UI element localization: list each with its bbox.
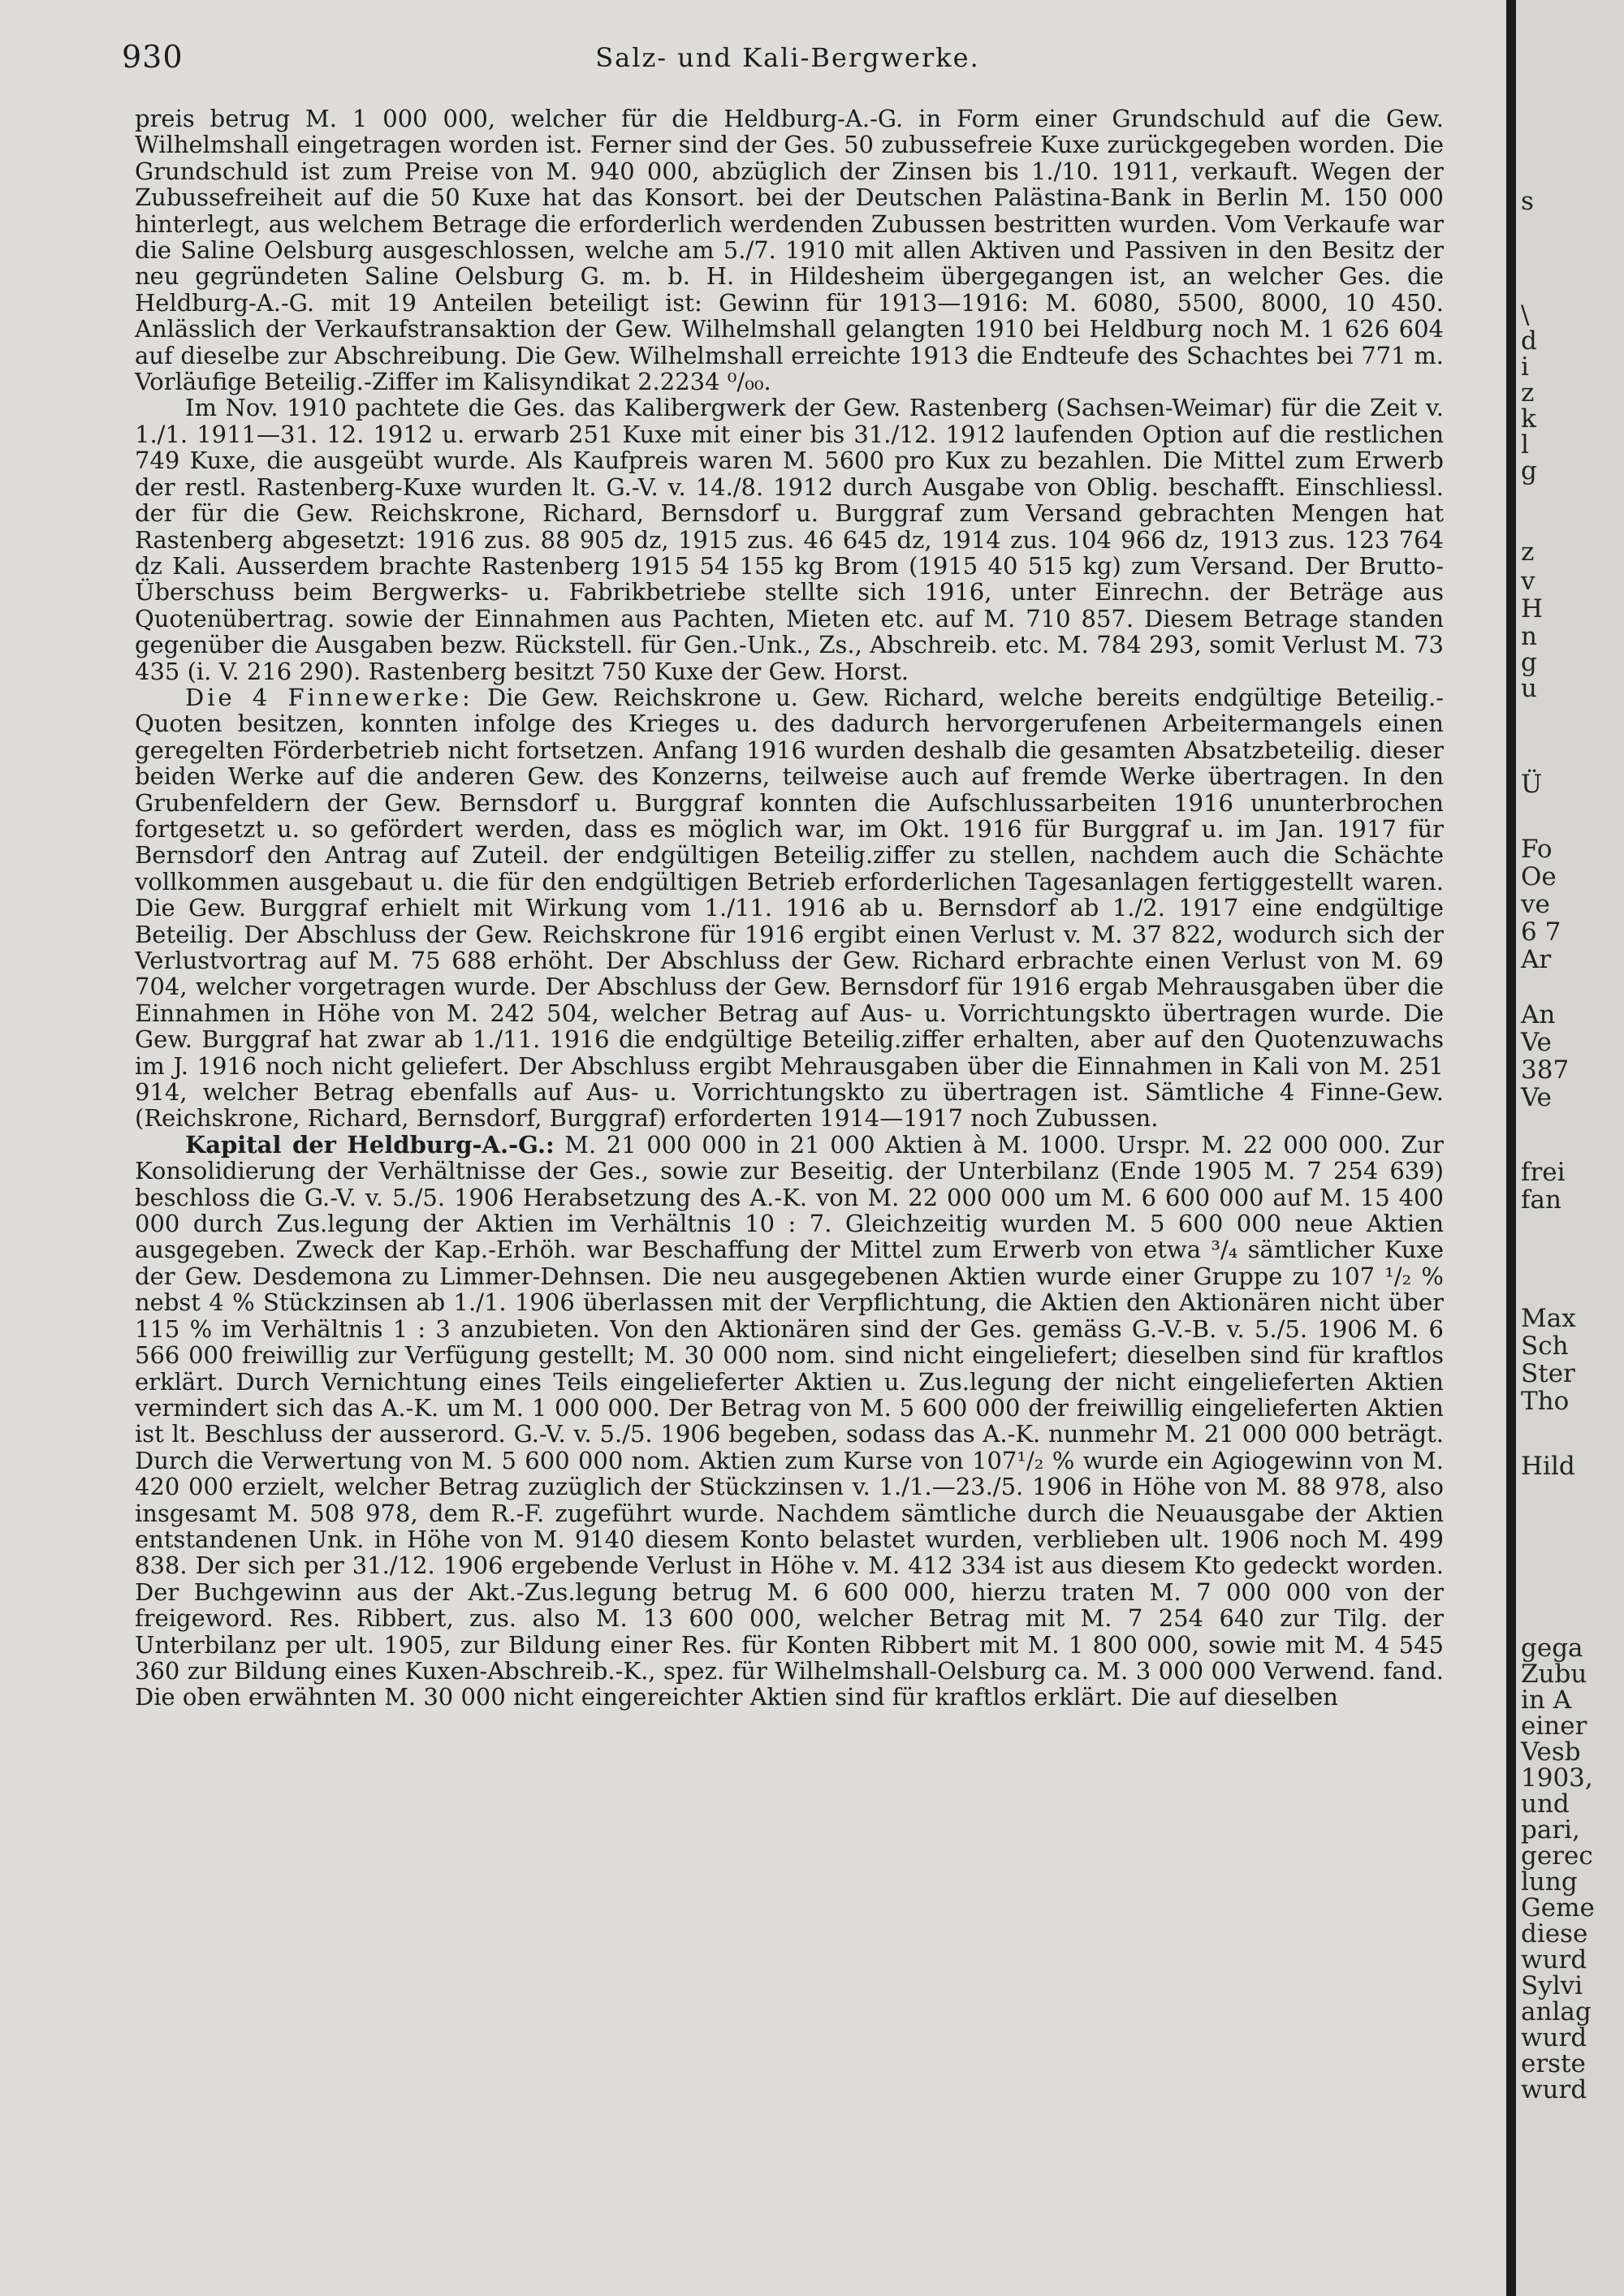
book-page-right-edge — [1516, 0, 1624, 2296]
fragment: Ve — [1521, 1083, 1552, 1112]
fragment: 387 — [1521, 1055, 1570, 1085]
fragment: Tho — [1521, 1387, 1570, 1416]
fragment: in A — [1521, 1685, 1572, 1715]
fragment: ve — [1521, 890, 1550, 919]
fragment: lung — [1521, 1867, 1578, 1897]
book-gutter-shadow — [1506, 0, 1516, 2296]
paragraph-text: M. 21 000 000 in 21 000 Aktien à M. 1000. Urspr. M. 22 000 000. Zur Konsolidierung der Verhältnisse der Ges., sowie zur Beseitig. der Unterbilanz (Ende 1905 M. 7 254 639) beschloss die G.-V. v. 5./5. 1906 Herabsetzung des A.-K. von M. 22 000 000 um M. 6 600 000 auf M. 15 400 000 durch Zus.legung der Aktien im Verhältnis 10 : 7. Gleichzeitig wurden M. 5 600 000 neue Aktien ausgegeben. Zweck der Kap.-Erhöh. war Beschaffung der Mittel zum Erwerb von etwa ³/₄ sämtlicher Kuxe der Gew. Desdemona zu Limmer-Dehnsen. Die neu ausgegebenen Aktien wurde einer Gruppe zu 107 ¹/₂ % nebst 4 % Stückzinsen ab 1./1. 1906 überlassen mit der Verpflichtung, die Aktien den Aktionären nicht über 115 % im Verhältnis 1 : 3 anzubieten. Von den Aktionären sind der Ges. gemäss G.-V.-B. v. 5./5. 1906 M. 6 566 000 freiwillig zur Verfügung gestellt; M. 30 000 nom. sind nicht eingeliefert; dieselben sind für kraftlos erklärt. Durch Vernichtung eines Teils eingelieferter Aktien u. Zus.legung der nicht eingelieferten Aktien vermindert sich das A.-K. um M. 1 000 000. Der Betrag von M. 5 600 000 der freiwillig eingelieferten Aktien ist lt. Beschluss der ausserord. G.-V. v. 5./5. 1906 begeben, sodass das A.-K. nunmehr M. 21 000 000 beträgt. Durch die Verwertung von M. 5 600 000 nom. Aktien zum Kurse von 107¹/₂ % wurde ein Agiogewinn von M. 420 000 erzielt, welcher Betrag zuzüglich der Stückzinsen v. 1./1.—23./5. 1906 in Höhe von M. 88 978, also insgesamt M. 508 978, dem R.-F. zugeführt wurde. Nachdem sämtliche durch die Neuausgabe der Aktien entstandenen Unk. in Höhe von M. 9140 diesem Konto belastet wurden, verblieben ult. 1906 noch M. 499 838. Der sich per 31./12. 1906 ergebende Verlust in Höhe v. M. 412 334 ist aus diesem Kto gedeckt worden. Der Buchgewinn aus der Akt.-Zus.legung betrug M. 6 600 000, hierzu traten M. 7 000 000 von der freigeword. Res. Ribbert, zus. also M. 13 600 000, welcher Betrag mit M. 7 254 640 zur Tilg. der Unterbilanz per ult. 1905, zur Bildung einer Res. für Konten Ribbert mit M. 1 800 000, sowie mit M. 4 545 360 zur Bildung eines Kuxen-Abschreib.-K., spez. für Wilhelmshall-Oelsburg ca. M. 3 000 000 Verwend. fand. Die oben erwähnten M. 30 000 nicht eingereichter Aktien sind für kraftlos erklärt. Die auf dieselben — [135, 1130, 1444, 1711]
fragment: diese — [1521, 1919, 1588, 1949]
fragment: k — [1521, 404, 1536, 434]
fragment: gerec — [1521, 1841, 1593, 1871]
fragment: frei — [1521, 1158, 1566, 1187]
paragraph-rastenberg — [135, 395, 1444, 684]
fragment: Hild — [1521, 1452, 1575, 1481]
fragment: u — [1521, 674, 1537, 703]
fragment: wurd — [1521, 1945, 1587, 1974]
fragment: erste — [1521, 2049, 1586, 2078]
fragment: g — [1521, 456, 1537, 486]
fragment: Sch — [1521, 1331, 1569, 1361]
fragment: anlag — [1521, 1997, 1592, 2026]
fragment: Zubu — [1521, 1659, 1587, 1689]
fragment: z — [1521, 378, 1535, 408]
text-body — [135, 106, 1444, 1711]
paragraph-finnewerke — [135, 684, 1444, 1132]
paragraph-lead: Kapital der Heldburg-A.-G.: — [185, 1130, 555, 1159]
fragment: Oe — [1521, 862, 1557, 891]
paragraph-text: Die Gew. Reichskrone u. Gew. Richard, welche bereits endgültige Beteilig.-Quoten besitzen, konnten infolge des Krieges u. des dadurch hervorgerufenen Arbeitermangels einen geregelten Förderbetrieb nicht fortsetzen. Anfang 1916 wurden deshalb die gesamten Absatzbeteilig. dieser beiden Werke auf die anderen Gew. des Konzerns, teilweise auch auf fremde Werke übertragen. In den Grubenfeldern der Gew. Bernsdorf u. Burggraf konnten die Aufschlussarbeiten 1916 ununterbrochen fortgesetzt u. so gefördert werden, dass es möglich war, im Okt. 1916 für Burggraf u. im Jan. 1917 für Bernsdorf den Antrag auf Zuteil. der endgültigen Beteilig.ziffer zu stellen, nachdem auch die Schächte vollkommen ausgebaut u. die für den endgültigen Betrieb erforderlichen Tagesanlagen fertiggestellt waren. Die Gew. Burggraf erhielt mit Wirkung vom 1./11. 1916 ab u. Bernsdorf ab 1./2. 1917 eine endgültige Beteilig. Der Abschluss der Gew. Reichskrone für 1916 ergibt einen Verlust v. M. 37 822, wodurch sich der Verlustvortrag auf M. 75 688 erhöht. Der Abschluss der Gew. Richard erbrachte einen Verlust von M. 69 704, welcher vorgetragen wurde. Der Abschluss der Gew. Bernsdorf für 1916 ergab Mehrausgaben über die Einnahmen in Höhe von M. 242 504, welcher Betrag auf Aus- u. Vorrichtungskto übertragen wurde. Die Gew. Burggraf hat zwar ab 1./11. 1916 die endgültige Beteilig.ziffer erhalten, aber auf den Quotenzuwachs im J. 1916 noch nicht geliefert. Der Abschluss ergibt Mehrausgaben über die Einnahmen in Kali von M. 251 914, welcher Betrag ebenfalls auf Aus- u. Vorrichtungskto zu übertragen ist. Sämtliche 4 Finne-Gew. (Reichskrone, Richard, Bernsdorf, Burggraf) erforderten 1914—1917 noch Zubussen. — [135, 683, 1444, 1133]
fragment: 6 7 — [1521, 917, 1561, 947]
page-number: 930 — [122, 39, 184, 75]
fragment: wurd — [1521, 2075, 1587, 2104]
fragment: pari, — [1521, 1815, 1580, 1845]
fragment: l — [1521, 430, 1529, 460]
page-header — [122, 39, 1453, 80]
fragment: wurd — [1521, 2023, 1587, 2052]
fragment: Ster — [1521, 1359, 1575, 1388]
fragment: und — [1521, 1789, 1570, 1819]
paragraph-text: preis betrug M. 1 000 000, welcher für die Heldburg-A.-G. in Form einer Grundschuld auf die Gew. Wilhelmshall eingetragen worden ist. Ferner sind der Ges. 50 zubussefreie Kuxe zurückgegeben worden. Die Grundschuld ist zum Preise von M. 940 000, abzüglich der Zinsen bis 1./10. 1911, verkauft. Wegen der Zubussefreiheit auf die 50 Kuxe hat das Konsort. bei der Deutschen Palästina-Bank in Berlin M. 150 000 hinterlegt, aus welchem Betrage die erforderlich werdenden Zubussen bestritten wurden. Vom Verkaufe war die Saline Oelsburg ausgeschlossen, welche am 5./7. 1910 mit allen Aktiven und Passiven in den Besitz der neu gegründeten Saline Oelsburg G. m. b. H. in Hildesheim übergegangen ist, an welcher Ges. die Heldburg-A.-G. mit 19 Anteilen beteiligt ist: Gewinn für 1913—1916: M. 6080, 5500, 8000, 10 450. Anlässlich der Verkaufstransaktion der Gew. Wilhelmshall gelangten 1910 bei Heldburg noch M. 1 626 604 auf dieselbe zur Abschreibung. Die Gew. Wilhelmshall erreichte 1913 die Endteufe des Schachtes bei 771 m. Vorläufige Beteilig.-Ziffer im Kalisyndikat 2.2234 ⁰/₀₀. — [135, 105, 1444, 396]
fragment: i — [1521, 352, 1529, 382]
fragment: Vesb — [1521, 1737, 1581, 1767]
fragment: Sylvi — [1521, 1971, 1583, 2000]
fragment: z — [1521, 537, 1535, 567]
fragment: s — [1521, 187, 1534, 216]
fragment: An — [1521, 1000, 1556, 1029]
fragment: v — [1521, 567, 1535, 596]
fragment: 1903, — [1521, 1763, 1593, 1793]
fragment: g — [1521, 648, 1537, 677]
fragment: Fo — [1521, 835, 1553, 864]
paragraph-heldburg-wilhelmshall — [135, 106, 1444, 395]
fragment: einer — [1521, 1711, 1587, 1741]
paragraph-text: Im Nov. 1910 pachtete die Ges. das Kalibergwerk der Gew. Rastenberg (Sachsen-Weimar) für die Zeit v. 1./1. 1911—31. 12. 1912 u. erwarb 251 Kuxe mit einer bis 31./12. 1912 laufenden Option auf die restlichen 749 Kuxe, die ausgeübt wurde. Als Kaufpreis waren M. 5600 pro Kux zu bezahlen. Die Mittel zum Erwerb der restl. Rastenberg-Kuxe wurden lt. G.-V. v. 14./8. 1912 durch Ausgabe von Oblig. beschafft. Einschliessl. der für die Gew. Reichskrone, Richard, Bernsdorf u. Burggraf zum Versand gebrachten Mengen hat Rastenberg abgesetzt: 1916 zus. 88 905 dz, 1915 zus. 46 645 dz, 1914 zus. 104 966 dz, 1913 zus. 123 764 dz Kali. Ausserdem brachte Rastenberg 1915 54 155 kg Brom (1915 40 515 kg) zum Versand. Der Brutto-Überschuss beim Bergwerks- u. Fabrikbetriebe stellte sich 1916, unter Einrechn. der Beträge aus Quotenübertrag. sowie der Einnahmen aus Pachten, Mieten etc. auf M. 710 857. Diesem Betrage standen gegenüber die Ausgaben bezw. Rückstell. für Gen.-Unk., Zs., Abschreib. etc. M. 784 293, somit Verlust M. 73 435 (i. V. 216 290). Rastenberg besitzt 750 Kuxe der Gew. Horst. — [135, 394, 1444, 685]
fragment: H — [1521, 594, 1544, 624]
fragment: Geme — [1521, 1893, 1595, 1923]
fragment: Ve — [1521, 1028, 1552, 1057]
paragraph-lead: Die 4 Finnewerke: — [185, 683, 473, 711]
fragment: Max — [1521, 1304, 1576, 1333]
fragment: n — [1521, 622, 1537, 651]
fragment: Ü — [1521, 770, 1543, 799]
fragment: gega — [1521, 1634, 1583, 1663]
fragment: fan — [1521, 1185, 1561, 1215]
fragment: d — [1521, 326, 1537, 356]
running-title: Salz- und Kali-Bergwerke. — [595, 42, 980, 73]
fragment: \ — [1521, 300, 1530, 330]
fragment: Ar — [1521, 945, 1552, 974]
paragraph-kapital — [135, 1132, 1444, 1711]
